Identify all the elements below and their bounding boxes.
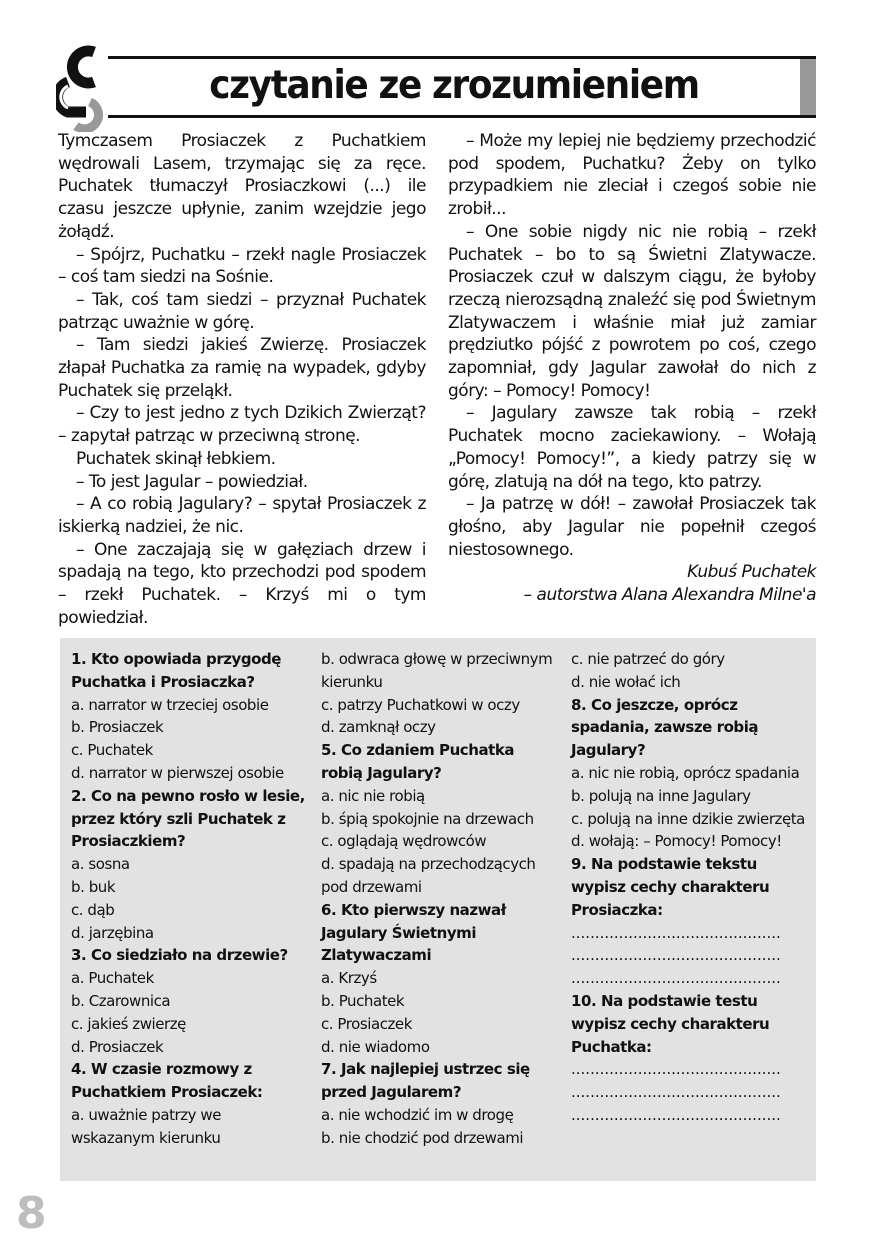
quiz-option[interactable]: c. dąb [71, 900, 115, 919]
quiz-option[interactable]: a. sosna [71, 855, 130, 874]
quiz-option[interactable]: b. Prosiaczek [71, 718, 164, 737]
story-paragraph: – One zaczajają się w gałęziach drzew i spadają na tego, kto przechodzi pod spodem – rzekł Puchatek. – Krzyś mi o tym powiedział. [58, 539, 426, 628]
quiz-option[interactable]: b. polują na inne Jagulary [571, 786, 751, 805]
answer-line[interactable]: ............................................ [571, 1060, 781, 1079]
quiz-option[interactable]: d. wołają: – Pomocy! Pomocy! [571, 832, 782, 851]
answer-line[interactable]: ............................................ [571, 946, 781, 965]
answer-line[interactable]: ............................................ [571, 923, 781, 942]
quiz-option[interactable]: a. nie wchodzić im w drogę [321, 1105, 514, 1124]
title-bar-accent [800, 59, 816, 115]
quiz-question: 4. W czasie rozmowy z Puchatkiem Prosiaczek: [71, 1060, 263, 1102]
story-paragraph: – Tak, coś tam siedzi – przyznał Puchatek patrząc uważnie w górę. [58, 289, 426, 333]
quiz-option[interactable]: d. nie wołać ich [571, 672, 681, 691]
story-paragraph: – Jagulary zawsze tak robią – rzekł Puchatek mocno zaciekawiony. – Wołają „Pomocy! Pomocy!”, a kiedy patrzy się w górę, zlatują na dół na tego, kto patrzy. [448, 403, 816, 492]
quiz-option[interactable]: c. Prosiaczek [321, 1014, 412, 1033]
quiz-column-2 [321, 648, 555, 1150]
quiz-column-1 [71, 648, 309, 1150]
quiz-option[interactable]: b. Puchatek [321, 991, 405, 1010]
quiz-option[interactable]: b. nie chodzić pod drzewami [321, 1128, 524, 1147]
quiz-question: 7. Jak najlepiej ustrzec się przed Jagularem? [321, 1060, 530, 1102]
quiz-option[interactable]: d. nie wiadomo [321, 1037, 430, 1056]
story-credit-author: – autorstwa Alana Alexandra Milne'a [523, 585, 816, 606]
quiz-option[interactable]: c. Puchatek [71, 741, 153, 760]
quiz-question: 6. Kto pierwszy nazwał Jagulary Świetnymi Zlatywaczami [321, 900, 506, 965]
story-paragraph: – One sobie nigdy nic nie robią – rzekł Puchatek – bo to są Świetni Zlatywacze. Prosiaczek czuł w dalszym ciągu, że byłoby rzeczą nierozsądną znaleźć się pod Świetnym Zlatywaczem i właśnie miał już zamiar prędziutko pójść z powrotem po coś, czego zapomniał, gdy Jagular zawołał do nich z góry: – Pomocy! Pomocy! [448, 221, 816, 401]
quiz-option[interactable]: b. śpią spokojnie na drzewach [321, 809, 534, 828]
quiz-option[interactable]: c. nie patrzeć do góry [571, 650, 725, 668]
quiz-option[interactable]: a. Puchatek [71, 969, 154, 988]
quiz-option[interactable]: c. polują na inne dzikie zwierzęta [571, 809, 805, 828]
quiz-option[interactable]: d. Prosiaczek [71, 1037, 164, 1056]
page-number: 8 [16, 1188, 47, 1239]
quiz-question: 9. Na podstawie tekstu wypisz cechy charakteru Prosiaczka: [571, 855, 770, 919]
story-paragraph: – A co robią Jagulary? – spytał Prosiaczek z iskierką nadziei, że nic. [58, 494, 426, 537]
quiz-option[interactable]: a. nic nie robią [321, 786, 425, 805]
quiz-option[interactable]: d. spadają na przechodzących pod drzewami [321, 855, 536, 896]
story-paragraph: – Może my lepiej nie będziemy przechodzić pod spodem, Puchatku? Żeby on tylko przypadkiem nie zleciał i czegoś sobie nie zrobił... [448, 131, 816, 220]
story-credit-title: Kubuś Puchatek [687, 562, 816, 583]
quiz-option[interactable]: b. buk [71, 877, 116, 896]
quiz-question: 10. Na podstawie testu wypisz cechy charakteru Puchatka: [571, 991, 770, 1056]
quiz-option[interactable]: d. narrator w pierwszej osobie [71, 763, 284, 782]
title-bar [108, 56, 816, 118]
story-paragraph: – To jest Jagular – powiedział. [76, 471, 308, 492]
quiz-question: 1. Kto opowiada przygodę Puchatka i Prosiaczka? [71, 650, 282, 691]
quiz-box [60, 638, 816, 1181]
story-paragraph: – Czy to jest jedno z tych Dzikich Zwierząt? – zapytał patrząc w przeciwną stronę. [58, 403, 426, 447]
story-column-left [58, 130, 426, 629]
page-title: czytanie ze zrozumieniem [209, 63, 699, 108]
story-paragraph: – Ja patrzę w dół! – zawołał Prosiaczek tak głośno, aby Jagular nie popełnił czegoś niestosownego. [448, 494, 816, 560]
quiz-option[interactable]: c. patrzy Puchatkowi w oczy [321, 695, 520, 714]
quiz-option[interactable]: a. nic nie robią, oprócz spadania [571, 763, 800, 782]
quiz-option[interactable]: b. odwraca głowę w przeciwnym kierunku [321, 650, 553, 691]
answer-line[interactable]: ............................................ [571, 1105, 781, 1124]
quiz-option[interactable]: a. Krzyś [321, 969, 377, 988]
answer-line[interactable]: ............................................ [571, 1083, 781, 1102]
quiz-option[interactable]: c. jakieś zwierzę [71, 1014, 186, 1033]
quiz-option[interactable]: d. zamknął oczy [321, 718, 436, 737]
quiz-question: 8. Co jeszcze, oprócz spadania, zawsze robią Jagulary? [571, 695, 759, 760]
quiz-option[interactable]: c. oglądają wędrowców [321, 832, 487, 851]
quiz-question: 2. Co na pewno rosło w lesie, przez który szli Puchatek z Prosiaczkiem? [71, 786, 305, 851]
story-paragraph: – Spójrz, Puchatku – rzekł nagle Prosiaczek – coś tam siedzi na Sośnie. [58, 244, 426, 288]
section-logo-icon [56, 42, 106, 132]
story-paragraph: Puchatek skinął łebkiem. [76, 448, 276, 469]
quiz-option[interactable]: d. jarzębina [71, 923, 154, 942]
quiz-question: 3. Co siedziało na drzewie? [71, 946, 288, 965]
quiz-option[interactable]: b. Czarownica [71, 991, 171, 1010]
quiz-column-3 [571, 648, 807, 1127]
quiz-option[interactable]: a. uważnie patrzy we wskazanym kierunku [71, 1105, 222, 1147]
quiz-question: 5. Co zdaniem Puchatka robią Jagulary? [321, 741, 515, 782]
story-paragraph: Tymczasem Prosiaczek z Puchatkiem wędrowali Lasem, trzymając się za ręce. Puchatek tłumaczył Prosiaczkowi (...) ile czasu jeszcze upłynie, zanim wzejdzie jego żołądź. [58, 131, 426, 242]
answer-line[interactable]: ............................................ [571, 969, 781, 988]
quiz-option[interactable]: a. narrator w trzeciej osobie [71, 695, 269, 714]
story-paragraph: – Tam siedzi jakieś Zwierzę. Prosiaczek złapał Puchatka za ramię na wypadek, gdyby Puchatek się przeląkł. [58, 335, 426, 401]
story-column-right [448, 130, 816, 607]
